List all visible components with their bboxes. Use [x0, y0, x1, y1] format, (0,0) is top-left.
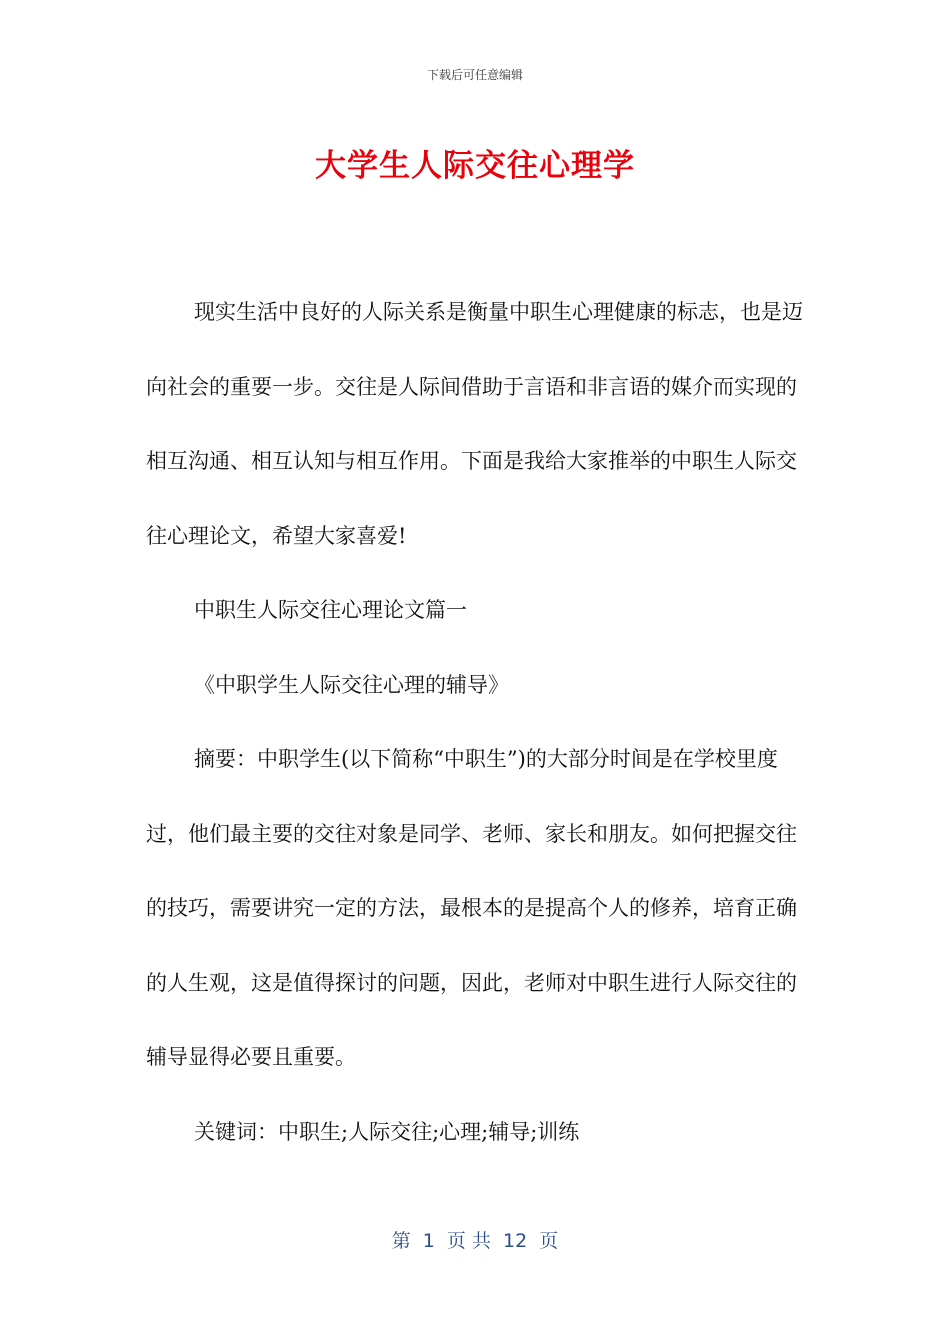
document-title: 大学生人际交往心理学: [315, 148, 635, 184]
paragraph-intro: 现实生活中良好的人际关系是衡量中职生心理健康的标志，也是迈向社会的重要一步。交往是人际间借助于言语和非言语的媒介而实现的相互沟通、相互认知与相互作用。下面是我给大家推举的中职生人际交往心理论文，希望大家喜爱!: [146, 300, 803, 548]
page-number-footer: 第 1 页 共 12 页: [391, 1230, 559, 1252]
article-title: 《中职学生人际交往心理的辅导》: [194, 672, 509, 697]
section-heading: 中职生人际交往心理论文篇一: [194, 598, 467, 622]
paragraph-abstract: 摘要：中职学生(以下简称“中职生”)的大部分时间是在学校里度过，他们最主要的交往对象是同学、老师、家长和朋友。如何把握交往的技巧，需要讲究一定的方法，最根本的是提高个人的修养，培育正确的人生观，这是值得探讨的问题，因此，老师对中职生进行人际交往的辅导显得必要且重要。: [146, 747, 797, 1069]
header-note: 下载后可任意编辑: [426, 68, 523, 82]
document-body: [146, 275, 806, 1169]
paragraph-keywords: 关键词：中职生;人际交往;心理;辅导;训练: [194, 1119, 580, 1144]
